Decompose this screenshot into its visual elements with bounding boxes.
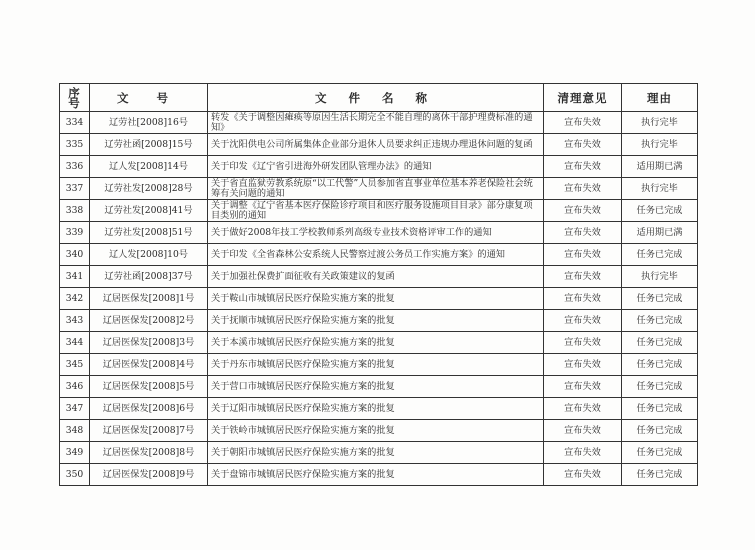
table-row — [60, 442, 698, 464]
row-title: 关于沈阳供电公司所属集体企业部分退休人员要求纠正违规办理退休问题的复函 — [208, 134, 544, 156]
row-doc-no: 辽居医保发[2008]6号 — [90, 398, 208, 420]
row-title: 关于调整《辽宁省基本医疗保险诊疗项目和医疗服务设施项目目录》部分康复项目类别的通知 — [208, 200, 544, 222]
row-seq: 349 — [60, 442, 90, 464]
row-reason: 任务已完成 — [622, 288, 698, 310]
row-title: 关于印发《全省森林公安系统人民警察过渡公务员工作实施方案》的通知 — [208, 244, 544, 266]
row-opinion: 宣布失效 — [544, 222, 622, 244]
table-row — [60, 266, 698, 288]
table-row — [60, 376, 698, 398]
row-reason: 任务已完成 — [622, 442, 698, 464]
row-doc-no: 辽人发[2008]14号 — [90, 156, 208, 178]
row-title: 关于鞍山市城镇居民医疗保险实施方案的批复 — [208, 288, 544, 310]
table-row — [60, 288, 698, 310]
row-opinion: 宣布失效 — [544, 464, 622, 486]
row-seq: 344 — [60, 332, 90, 354]
row-opinion: 宣布失效 — [544, 266, 622, 288]
row-title: 关于做好2008年技工学校教师系列高级专业技术资格评审工作的通知 — [208, 222, 544, 244]
row-doc-no: 辽劳社函[2008]15号 — [90, 134, 208, 156]
row-opinion: 宣布失效 — [544, 156, 622, 178]
row-opinion: 宣布失效 — [544, 244, 622, 266]
row-reason: 任务已完成 — [622, 354, 698, 376]
row-title: 关于营口市城镇居民医疗保险实施方案的批复 — [208, 376, 544, 398]
row-opinion: 宣布失效 — [544, 112, 622, 134]
row-doc-no: 辽居医保发[2008]2号 — [90, 310, 208, 332]
row-doc-no: 辽劳社[2008]16号 — [90, 112, 208, 134]
row-title: 关于加强社保费扩面征收有关政策建议的复函 — [208, 266, 544, 288]
table-header — [60, 84, 698, 112]
row-seq: 348 — [60, 420, 90, 442]
row-title: 关于丹东市城镇居民医疗保险实施方案的批复 — [208, 354, 544, 376]
row-opinion: 宣布失效 — [544, 200, 622, 222]
table-row — [60, 332, 698, 354]
row-reason: 任务已完成 — [622, 332, 698, 354]
row-opinion: 宣布失效 — [544, 420, 622, 442]
row-reason: 适用期已满 — [622, 222, 698, 244]
row-doc-no: 辽劳社发[2008]41号 — [90, 200, 208, 222]
row-seq: 343 — [60, 310, 90, 332]
row-opinion: 宣布失效 — [544, 332, 622, 354]
row-doc-no: 辽居医保发[2008]1号 — [90, 288, 208, 310]
row-opinion: 宣布失效 — [544, 178, 622, 200]
row-title: 关于抚顺市城镇居民医疗保险实施方案的批复 — [208, 310, 544, 332]
table-row — [60, 178, 698, 200]
row-opinion: 宣布失效 — [544, 354, 622, 376]
row-opinion: 宣布失效 — [544, 376, 622, 398]
row-seq: 341 — [60, 266, 90, 288]
header-reason: 理由 — [622, 84, 698, 112]
row-doc-no: 辽人发[2008]10号 — [90, 244, 208, 266]
row-doc-no: 辽居医保发[2008]3号 — [90, 332, 208, 354]
table-row — [60, 200, 698, 222]
table-row — [60, 420, 698, 442]
header-doc-no: 文 号 — [90, 84, 208, 112]
table-row — [60, 244, 698, 266]
table-row — [60, 134, 698, 156]
row-reason: 适用期已满 — [622, 156, 698, 178]
header-opinion: 清理意见 — [544, 84, 622, 112]
row-opinion: 宣布失效 — [544, 310, 622, 332]
row-title: 关于盘锦市城镇居民医疗保险实施方案的批复 — [208, 464, 544, 486]
row-seq: 335 — [60, 134, 90, 156]
row-opinion: 宣布失效 — [544, 134, 622, 156]
row-seq: 339 — [60, 222, 90, 244]
table-row — [60, 398, 698, 420]
row-doc-no: 辽劳社发[2008]51号 — [90, 222, 208, 244]
row-seq: 336 — [60, 156, 90, 178]
row-doc-no: 辽居医保发[2008]5号 — [90, 376, 208, 398]
row-title: 关于省直监狱劳教系统原“以工代警”人员参加省直事业单位基本养老保险社会统筹有关问题的通知 — [208, 178, 544, 200]
row-seq: 338 — [60, 200, 90, 222]
row-title: 关于朝阳市城镇居民医疗保险实施方案的批复 — [208, 442, 544, 464]
table-row — [60, 464, 698, 486]
row-doc-no: 辽劳社函[2008]37号 — [90, 266, 208, 288]
table-row — [60, 354, 698, 376]
header-title: 文 件 名 称 — [208, 84, 544, 112]
table-row — [60, 222, 698, 244]
document-table — [59, 83, 698, 486]
row-seq: 345 — [60, 354, 90, 376]
row-seq: 350 — [60, 464, 90, 486]
row-seq: 347 — [60, 398, 90, 420]
row-title: 关于铁岭市城镇居民医疗保险实施方案的批复 — [208, 420, 544, 442]
row-seq: 334 — [60, 112, 90, 134]
row-seq: 346 — [60, 376, 90, 398]
header-seq: 序号 — [60, 84, 90, 112]
row-doc-no: 辽居医保发[2008]8号 — [90, 442, 208, 464]
row-doc-no: 辽劳社发[2008]28号 — [90, 178, 208, 200]
row-reason: 执行完毕 — [622, 112, 698, 134]
row-reason: 任务已完成 — [622, 244, 698, 266]
row-opinion: 宣布失效 — [544, 398, 622, 420]
row-reason: 执行完毕 — [622, 134, 698, 156]
row-doc-no: 辽居医保发[2008]4号 — [90, 354, 208, 376]
table-row — [60, 156, 698, 178]
row-title: 转发《关于调整因瘫痪等原因生活长期完全不能自理的离休干部护理费标准的通知》 — [208, 112, 544, 134]
row-title: 关于本溪市城镇居民医疗保险实施方案的批复 — [208, 332, 544, 354]
table-row — [60, 112, 698, 134]
table-row — [60, 310, 698, 332]
row-opinion: 宣布失效 — [544, 288, 622, 310]
row-reason: 任务已完成 — [622, 420, 698, 442]
row-reason: 任务已完成 — [622, 398, 698, 420]
row-opinion: 宣布失效 — [544, 442, 622, 464]
row-doc-no: 辽居医保发[2008]9号 — [90, 464, 208, 486]
row-reason: 任务已完成 — [622, 464, 698, 486]
row-seq: 337 — [60, 178, 90, 200]
row-seq: 340 — [60, 244, 90, 266]
table-body — [60, 112, 698, 486]
row-reason: 任务已完成 — [622, 310, 698, 332]
row-reason: 任务已完成 — [622, 376, 698, 398]
row-title: 关于印发《辽宁省引进海外研发团队管理办法》的通知 — [208, 156, 544, 178]
row-reason: 执行完毕 — [622, 178, 698, 200]
row-doc-no: 辽居医保发[2008]7号 — [90, 420, 208, 442]
row-reason: 执行完毕 — [622, 266, 698, 288]
row-reason: 任务已完成 — [622, 200, 698, 222]
row-seq: 342 — [60, 288, 90, 310]
row-title: 关于辽阳市城镇居民医疗保险实施方案的批复 — [208, 398, 544, 420]
